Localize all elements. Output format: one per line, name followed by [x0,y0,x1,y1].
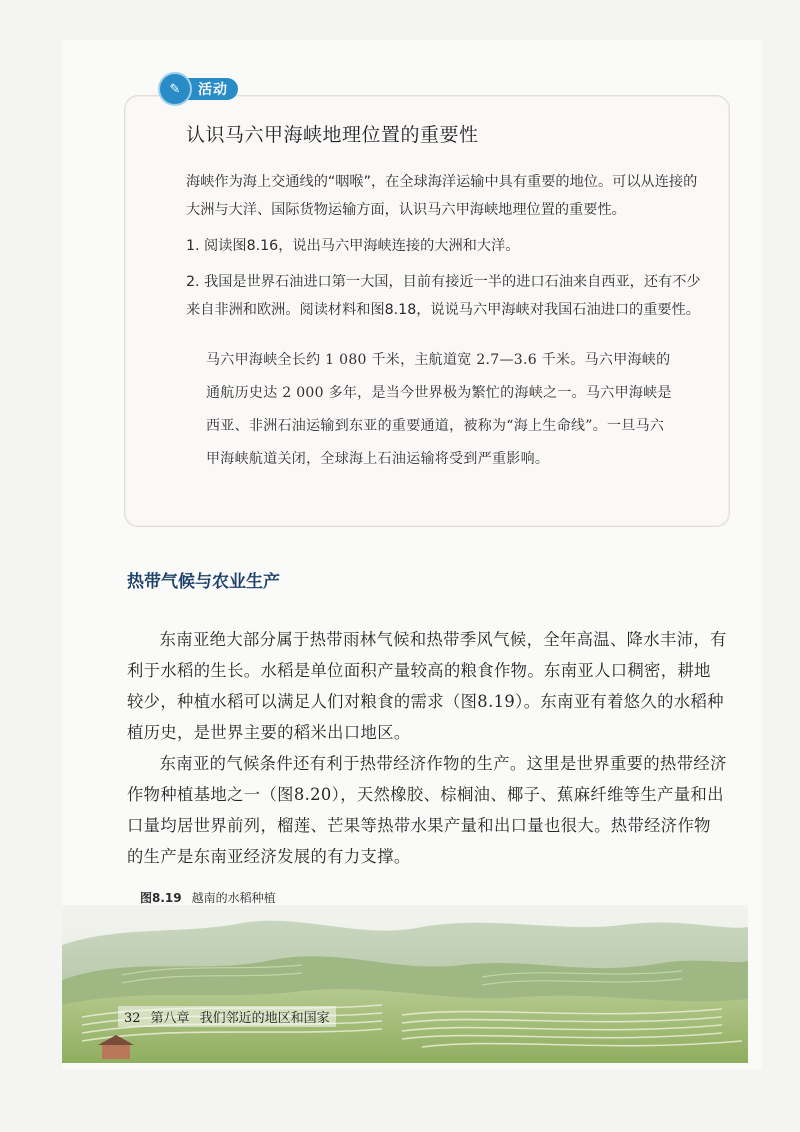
page-footer [118,1006,336,1027]
activity-question-2: 2. 我国是世界石油进口第一大国，目前有接近一半的进口石油来自西亚，还有不少来自非洲和欧洲。阅读材料和图8.18，说说马六甲海峡对我国石油进口的重要性。 [186,274,701,318]
activity-material: 马六甲海峡全长约 1 080 千米，主航道宽 2.7—3.6 千米。马六甲海峡的通航历史达 2 000 多年，是当今世界极为繁忙的海峡之一。马六甲海峡是西亚、非洲石油运输到东亚的重要通道，被称为“海上生命线”。一旦马六甲海峡航道关闭，全球海上石油运输将受到严重影响。 [206,352,672,467]
section-title: 热带气候与农业生产 [127,572,280,592]
activity-badge [158,74,238,104]
activity-intro: 海峡作为海上交通线的“咽喉”，在全球海洋运输中具有重要的地位。可以从连接的大洲与大洋、国际货物运输方面，认识马六甲海峡地理位置的重要性。 [186,174,698,218]
paragraph-2: 东南亚的气候条件还有利于热带经济作物的生产。这里是世界重要的热带经济作物种植基地之一（图8.20），天然橡胶、棕榈油、椰子、蕉麻纤维等生产量和出口量均居世界前列，榴莲、芒果等热带水果产量和出口量也很大。热带经济作物的生产是东南亚经济发展的有力支撑。 [127,754,727,866]
paragraph-1: 东南亚绝大部分属于热带雨林气候和热带季风气候，全年高温、降水丰沛，有利于水稻的生长。水稻是单位面积产量较高的粮食作物。东南亚人口稠密，耕地较少，种植水稻可以满足人们对粮食的需求（图8.19）。东南亚有着悠久的水稻种植历史，是世界主要的稻米出口地区。 [127,630,727,742]
chapter-number: 第八章 [150,1011,190,1026]
main-text [127,624,727,872]
rice-terrace-photo [62,905,748,1063]
activity-question-1: 1. 阅读图8.16，说出马六甲海峡连接的大洲和大洋。 [186,238,520,254]
activity-icon: ✎ [158,72,192,106]
chapter-title: 我们邻近的地区和国家 [199,1011,330,1026]
page-number: 32 [124,1011,141,1026]
figure-number: 图8.19 [140,891,182,905]
activity-title: 认识马六甲海峡地理位置的重要性 [186,124,479,146]
activity-body [186,168,704,332]
figure-caption-text: 越南的水稻种植 [191,891,276,905]
activity-badge-label: 活动 [186,78,238,100]
figure-caption [140,889,276,906]
